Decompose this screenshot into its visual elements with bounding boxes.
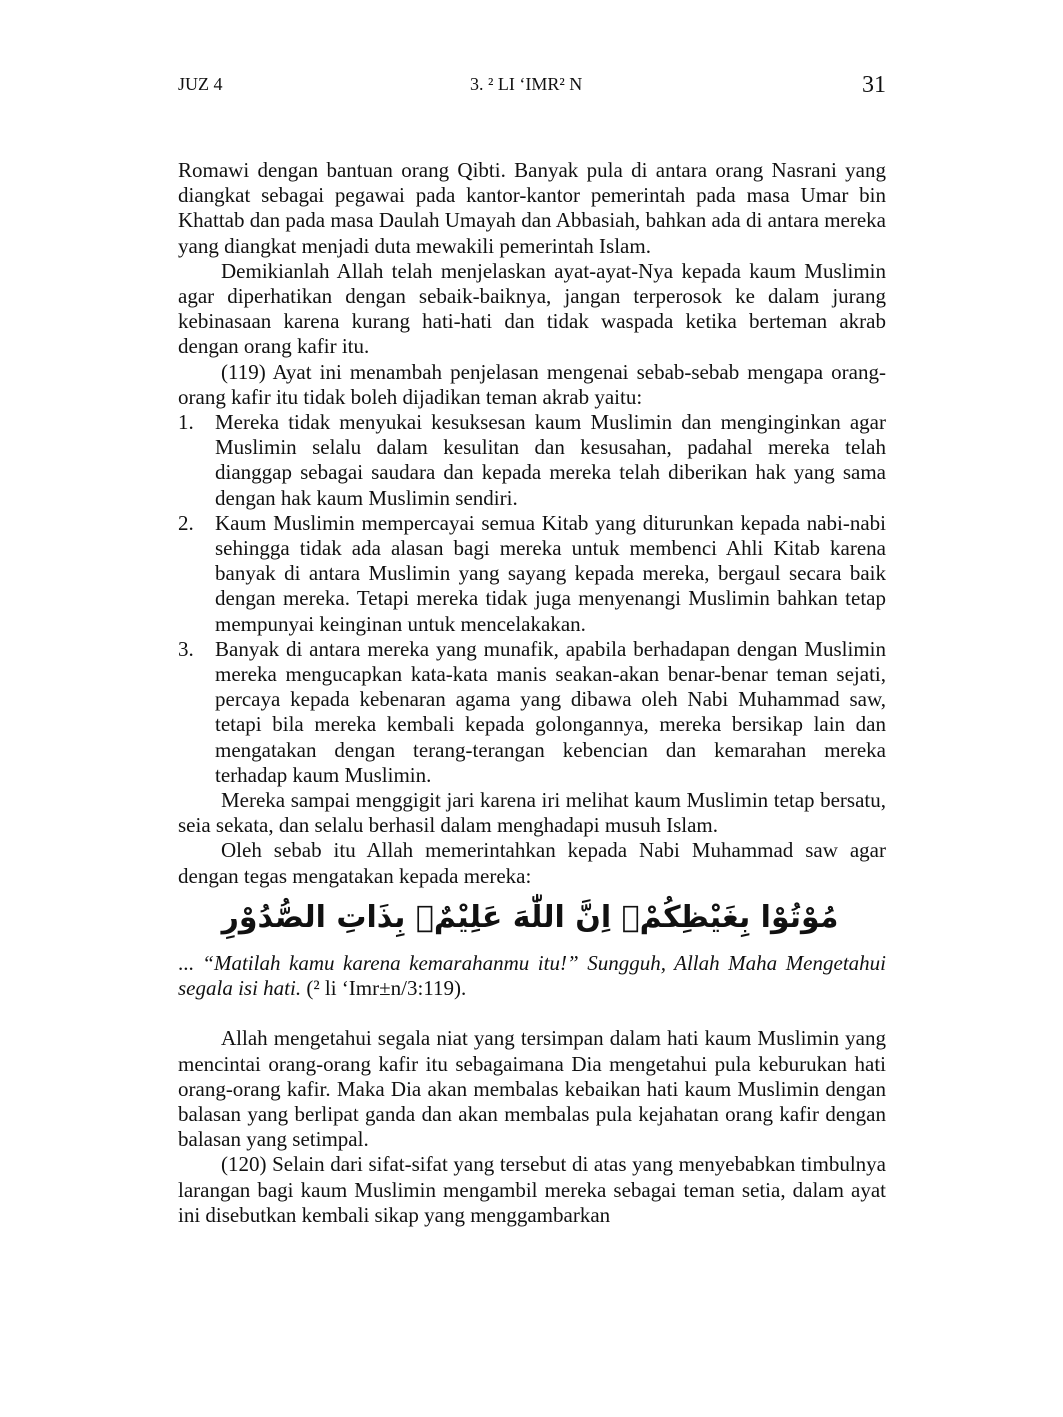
arabic-verse: مُوْتُوْا بِغَيْظِكُمْۗ اِنَّ اللّٰهَ عَلِيْمٌۢ بِذَاتِ الصُّدُوْرِ [221, 899, 839, 935]
paragraph-6: Allah mengetahui segala niat yang tersimpan dalam hati kaum Muslimin yang mencintai orang-orang kafir itu sebagaimana Dia mengetahui pula keburukan hati orang-orang kafir. Maka Dia akan membalas kebaikan hati kaum Muslimin dengan balasan yang berlipat ganda dan akan membalas pula kejahatan orang kafir dengan balasan yang setimpal. [178, 1026, 886, 1152]
list-number: 2. [178, 510, 194, 535]
translation-reference: (² li ‘Imr±n/3:119). [301, 976, 467, 1001]
list-text: Mereka tidak menyukai kesuksesan kaum Muslimin dan menginginkan agar Muslimin selalu dalam kesulitan dan kesusahan, padahal mereka telah dianggap sebagai saudara dan kepada mereka telah diberikan hak yang sama dengan hak kaum Muslimin sendiri. [215, 410, 886, 510]
list-number: 3. [178, 636, 194, 661]
verse-translation [178, 951, 886, 1001]
list-item [178, 511, 886, 637]
paragraph-3: (119) Ayat ini menambah penjelasan mengenai sebab-sebab mengapa orang-orang kafir itu tidak boleh dijadikan teman akrab yaitu: [178, 359, 886, 409]
paragraph-5: Oleh sebab itu Allah memerintahkan kepada Nabi Muhammad saw agar dengan tegas mengatakan kepada mereka: [178, 838, 886, 888]
list-text: Kaum Muslimin mempercayai semua Kitab yang diturunkan kepada nabi-nabi sehingga tidak ada alasan bagi mereka untuk membenci Ahli Kitab karena banyak di antara Muslimin yang sayang kepada mereka, bergaul secara baik dengan mereka. Tetapi mereka tidak juga menyenangi Muslimin bahkan tetap mempunyai keinginan untuk mencelakakan. [215, 510, 886, 636]
translation-prefix: ... [178, 950, 203, 975]
header-surah: 3. ² LI ‘IMR² N [470, 74, 583, 94]
list-item [178, 637, 886, 788]
spacer [178, 1001, 886, 1026]
paragraph-1: Romawi dengan bantuan orang Qibti. Banyak pula di antara orang Nasrani yang diangkat sebagai pegawai pada kantor-kantor pemerintah pada masa Umar bin Khattab dan pada masa Daulah Umayah dan Abbasiah, bahkan ada di antara mereka yang diangkat menjadi duta mewakili pemerintah Islam. [178, 158, 886, 258]
translation-quote: “Matilah kamu karena kemarahanmu itu!” Sungguh, Allah Maha Mengetahui segala isi hati. [178, 950, 886, 1001]
list-item [178, 410, 886, 511]
list-number: 1. [178, 410, 194, 435]
paragraph-2: Demikianlah Allah telah menjelaskan ayat-ayat-Nya kepada kaum Muslimin agar diperhatikan dengan sebaik-baiknya, jangan terperosok ke dalam jurang kebinasaan karena kurang hati-hati dan tidak waspada ketika berteman akrab dengan orang kafir itu. [178, 258, 886, 359]
page-number: 31 [862, 72, 886, 98]
list-text: Banyak di antara mereka yang munafik, apabila berhadapan dengan Muslimin mereka mengucapkan kata-kata manis seakan-akan benar-benar teman sejati, percaya kepada kebenaran agama yang dibawa oleh Nabi Muhammad saw, tetapi bila mereka kembali kepada golongannya, mereka bersikap lain dan mengatakan dengan terang-terangan kebencian dan kemarahan mereka terhadap kaum Muslimin. [215, 636, 886, 787]
header-juz: JUZ 4 [178, 74, 223, 94]
paragraph-4: Mereka sampai menggigit jari karena iri melihat kaum Muslimin tetap bersatu, seia sekata, dan selalu berhasil dalam menghadapi musuh Islam. [178, 788, 886, 838]
body-text [178, 158, 886, 1228]
paragraph-7: (120) Selain dari sifat-sifat yang tersebut di atas yang menyebabkan timbulnya larangan bagi kaum Muslimin mengambil mereka sebagai teman setia, dalam ayat ini disebutkan kembali sikap yang menggambarkan [178, 1152, 886, 1227]
reason-list [178, 410, 886, 788]
